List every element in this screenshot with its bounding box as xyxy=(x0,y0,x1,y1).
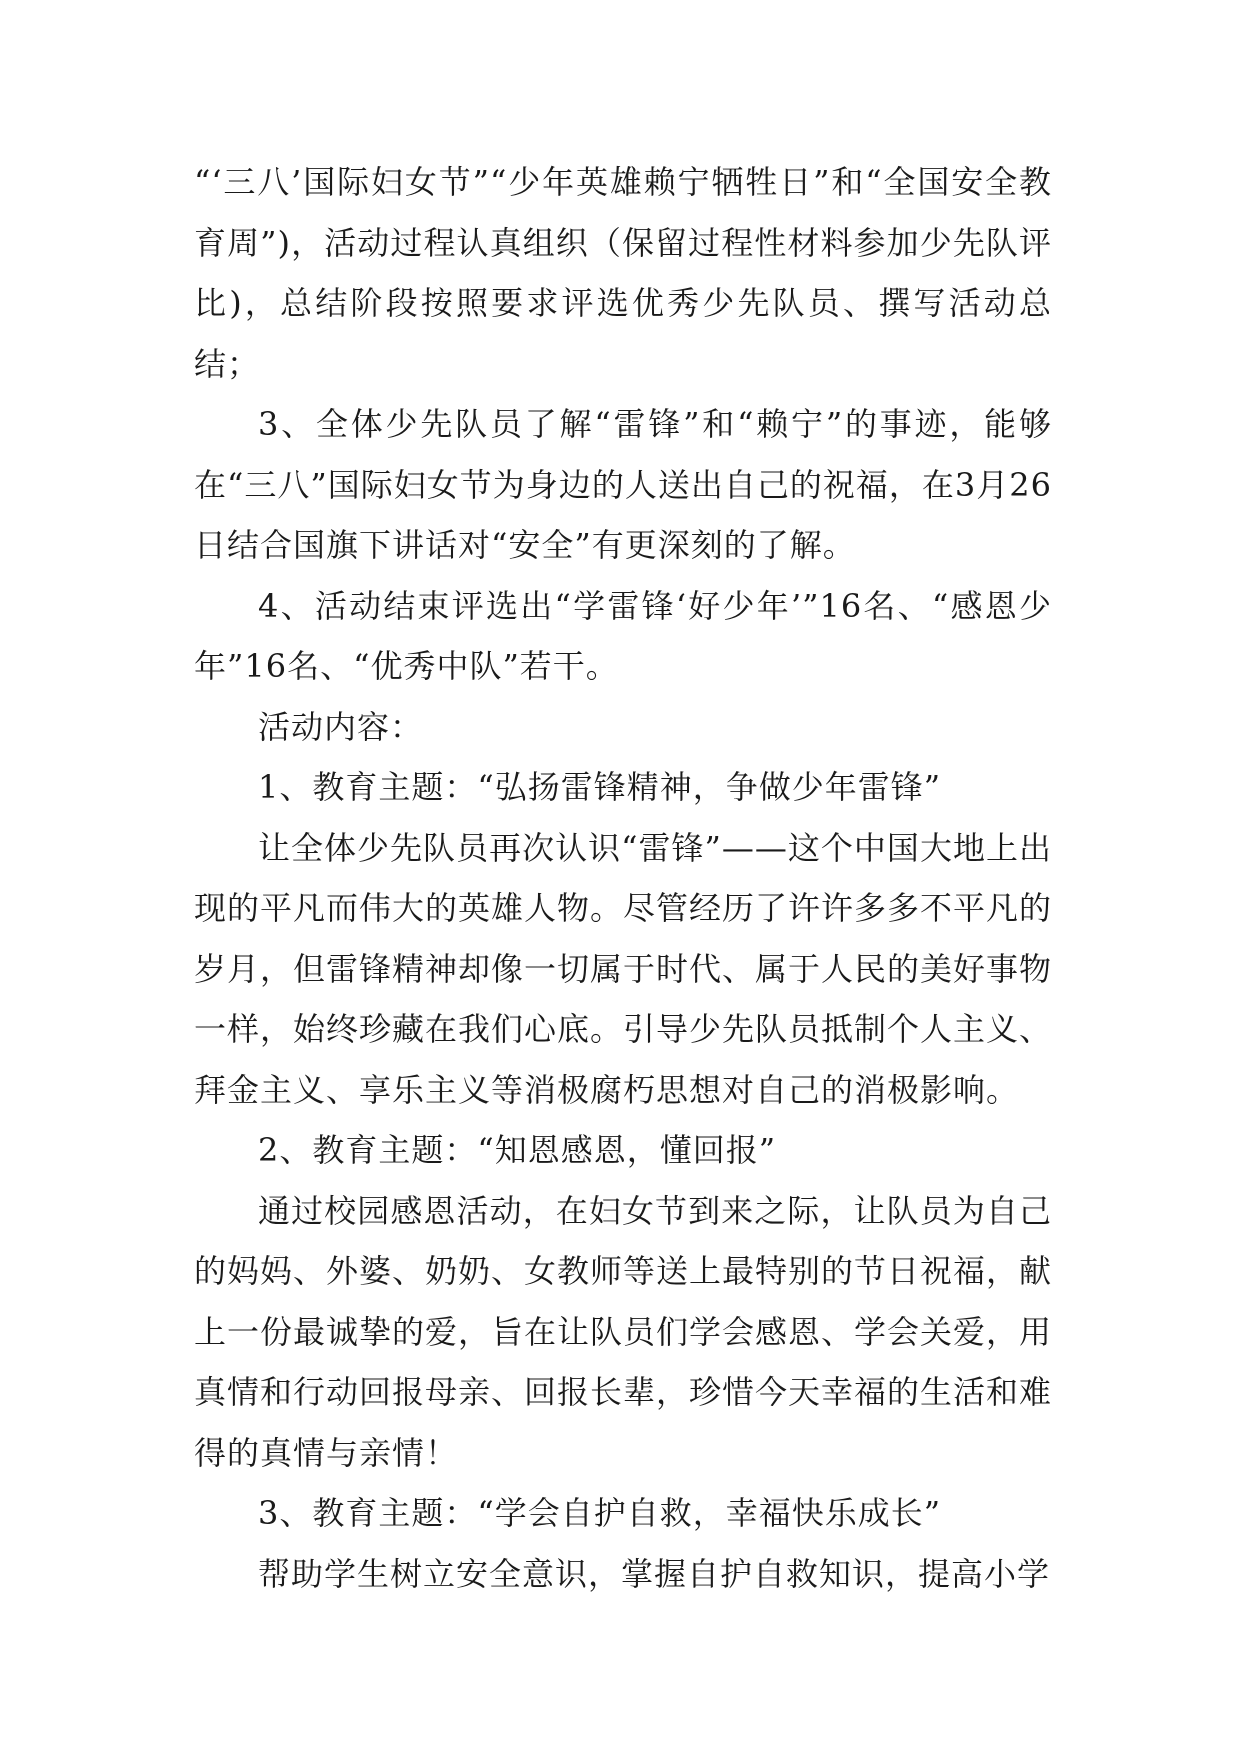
paragraph-theme-2-body: 通过校园感恩活动，在妇女节到来之际，让队员为自己的妈妈、外婆、奶奶、女教师等送上最特别的节日祝福，献上一份最诚挚的爱，旨在让队员们学会感恩、学会关爱，用真情和行动回报母亲、回报长辈，珍惜今天幸福的生活和难得的真情与亲情！ xyxy=(194,1191,1053,1472)
heading-activity-content: 活动内容： xyxy=(258,707,424,746)
paragraph-theme-3-body: 帮助学生树立安全意识，掌握自护自救知识，提高小学 xyxy=(258,1554,1051,1593)
document-page xyxy=(194,152,1052,1604)
heading-theme-3: 3、教育主题：“学会自护自救，幸福快乐成长” xyxy=(258,1494,942,1532)
paragraph-theme-1-body: 让全体少先队员再次认识“雷锋”——这个中国大地上出现的平凡而伟大的英雄人物。尽管经历了许许多多不平凡的岁月，但雷锋精神却像一切属于时代、属于人民的美好事物一样，始终珍藏在我们心底。引导少先队员抵制个人主义、拜金主义、享乐主义等消极腐朽思想对自己的消极影响。 xyxy=(194,828,1053,1109)
heading-theme-2: 2、教育主题：“知恩感恩，懂回报” xyxy=(258,1131,777,1169)
heading-theme-1: 1、教育主题：“弘扬雷锋精神，争做少年雷锋” xyxy=(258,768,942,806)
paragraph-goal-3: 3、全体少先队员了解“雷锋”和“赖宁”的事迹，能够在“三八”国际妇女节为身边的人送出自己的祝福，在3月26日结合国旗下讲话对“安全”有更深刻的了解。 xyxy=(194,405,1052,564)
paragraph-continued-summary: “‘三八’国际妇女节”“少年英雄赖宁牺牲日”和“全国安全教育周”)，活动过程认真组织（保留过程性材料参加少先队评比)，总结阶段按照要求评选优秀少先队员、撰写活动总结； xyxy=(194,163,1052,383)
paragraph-goal-4: 4、活动结束评选出“学雷锋‘好少年’”16名、“感恩少年”16名、“优秀中队”若干。 xyxy=(194,586,1052,685)
